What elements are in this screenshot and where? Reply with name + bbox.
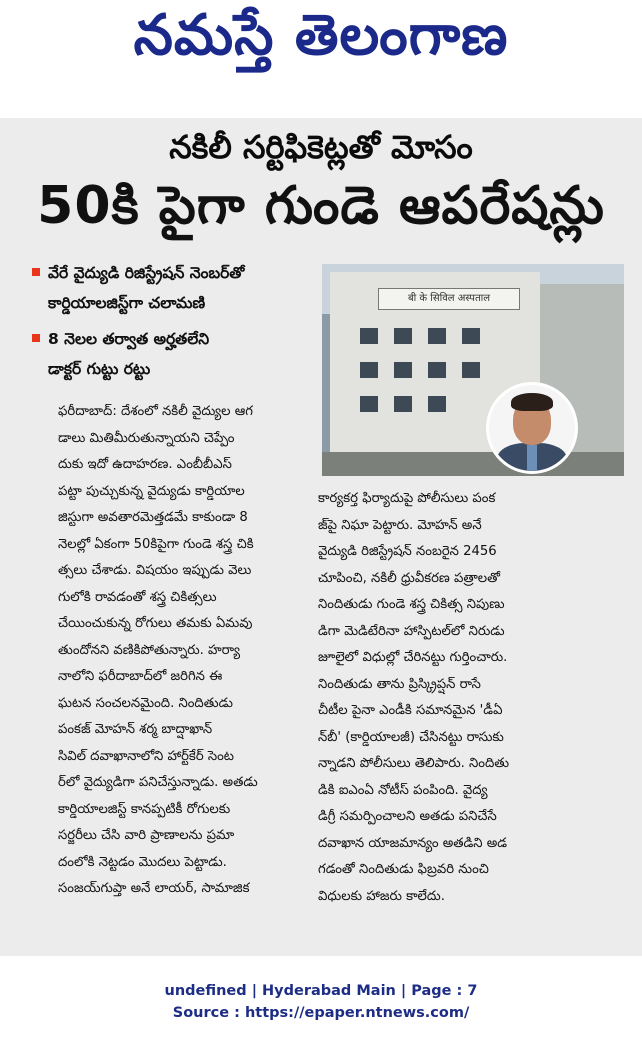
body-line: గులోకి రావడంతో శస్త్ర చికిత్సలు [58, 589, 217, 605]
body-line: సివిల్ దవాఖానాలోని హార్ట్‌కేర్ సెంట [58, 748, 234, 764]
portrait-hair [511, 393, 553, 411]
window [360, 328, 378, 344]
body-line: వైద్యుడి రిజిస్ట్రేషన్ నంబరైన 2456 [318, 544, 497, 559]
window [428, 328, 446, 344]
footer-source-link[interactable]: Source : https://epaper.ntnews.com/ [172, 1005, 470, 1021]
body-line: డాలు మితిమీరుతున్నాయని చెప్పేం [58, 430, 235, 446]
portrait-tie [527, 445, 537, 471]
body-line: న్‌బీ' (కార్డియాలజీ) చేసినట్టు రాసుకు [318, 729, 504, 745]
body-line: దంలోకి నెట్టడం మొదలు పెట్టాడు. [58, 854, 227, 870]
window [394, 396, 412, 412]
body-line: ఫరీదాబాద్: దేశంలో నకిలీ వైద్యుల ఆగ [58, 404, 253, 419]
body-line: జిస్టుగా అవతారమెత్తడమే కాకుండా 8 [58, 510, 248, 525]
footer-edition: undefined | Hyderabad Main | Page : 7 [164, 983, 478, 999]
body-line: గడంతో నిందితుడు ఫిబ్రవరి నుంచి [318, 862, 489, 877]
window [360, 396, 378, 412]
body-line: నాలోని ఫరీదాబాద్‌లో జరిగిన ఈ [58, 669, 223, 684]
article-clipping [0, 118, 642, 956]
body-line: పంకజ్ మోహన్ శర్మ బాద్షాఖాన్ [58, 722, 213, 737]
body-line: కార్యకర్త ఫిర్యాదుపై పోలీసులు పంక [318, 491, 496, 506]
body-line: నిందితుడు తాను ప్రిస్క్రిప్షన్ రాసే [318, 676, 481, 692]
body-line: విధులకు హాజరు కాలేదు. [318, 888, 445, 904]
masthead [0, 0, 642, 92]
body-line: ఘటన సంచలనమైంది. నిందితుడు [58, 695, 233, 711]
body-line: డిగా మెడిటేరినా హాస్పిటల్‌లో నిరుడు [318, 623, 505, 639]
body-line: డిగ్రీ సమర్పించాలని అతడు పనిచేసే [318, 809, 497, 824]
body-line: కార్డియాలజిస్ట్ కానప్పటికీ రోగులకు [58, 801, 231, 817]
article-headline: 50కి పైగా గుండె ఆపరేషన్లు [37, 176, 605, 236]
body-column-right [318, 486, 624, 910]
highlight-line: కార్డియాలజిస్ట్‌గా చలామణి [48, 294, 206, 312]
highlight-line: డాక్టర్ గుట్టు రట్టు [48, 360, 151, 378]
window [462, 328, 480, 344]
body-line: నిందితుడు గుండె శస్త్ర చికిత్స నిపుణు [318, 597, 505, 612]
window [394, 328, 412, 344]
window [428, 396, 446, 412]
body-line: చీటీల పైనా ఎండీకి సమానమైన 'డీఏ [318, 703, 503, 718]
body-line: జూలైలో విధుల్లో చేరినట్టు గుర్తించారు. [318, 650, 508, 665]
window [394, 362, 412, 378]
body-line: త్సలు చేశాడు. విషయం ఇప్పుడు వెలు [58, 563, 252, 578]
body-line: డికి ఐఎంఏ నోటీస్ పంపింది. వైద్య [318, 782, 488, 798]
highlight-line: 8 నెలల తర్వాత అర్హతలేని [48, 330, 210, 348]
window [428, 362, 446, 378]
body-line: నెలల్లో ఏకంగా 50కిపైగా గుండె శస్త్ర చికి [58, 536, 254, 552]
window [360, 362, 378, 378]
highlights-list [28, 258, 318, 390]
highlight-item [28, 258, 318, 318]
bullet-icon [32, 268, 40, 276]
bullet-icon [32, 334, 40, 342]
highlight-line: వేరే వైద్యుడి రిజిస్ట్రేషన్ నెంబర్‌తో [48, 264, 245, 282]
body-line: న్నాడని పోలీసులు తెలిపారు. నిందితు [318, 756, 510, 771]
body-line: పట్టా పుచ్చుకున్న వైద్యుడు కార్డియాల [58, 483, 245, 499]
body-line: దుకు ఇదో ఉదాహరణ. ఎంబీబీఎస్ [58, 457, 232, 472]
body-line: జ్‌పై నిఘా పెట్టారు. మోహన్ అనే [318, 517, 482, 533]
article-kicker: నకిలీ సర్టిఫికెట్లతో మోసం [169, 128, 473, 166]
body-line: తుందోనని వణికిపోతున్నారు. హర్యా [58, 642, 241, 658]
body-line: చేయించుకున్న రోగులు తమకు ఏమవు [58, 616, 253, 631]
accused-portrait [486, 382, 578, 474]
hospital-sign: बी के सिविल अस्पताल [378, 288, 520, 310]
photo-ground [322, 452, 624, 476]
body-line: ర్‌లో వైద్యుడిగా పనిచేస్తున్నాడు. అతడు [58, 775, 258, 790]
highlight-item [28, 324, 318, 384]
masthead-logo: నమస్తే తెలంగాణ [133, 2, 509, 68]
body-line: సంజయ్‌గుప్తా అనే లాయర్, సామాజిక [58, 881, 250, 896]
window [462, 362, 480, 378]
hospital-photo [322, 264, 624, 476]
page-footer [0, 980, 642, 1024]
body-column-left [58, 399, 308, 903]
body-line: సర్జరీలు చేసి వారి ప్రాణాలను ప్రమా [58, 828, 235, 843]
body-line: దవాఖాన యాజమాన్యం అతడిని అడ [318, 835, 508, 851]
body-line: చూపించి, నకిలీ ధ్రువీకరణ పత్రాలతో [318, 570, 501, 586]
